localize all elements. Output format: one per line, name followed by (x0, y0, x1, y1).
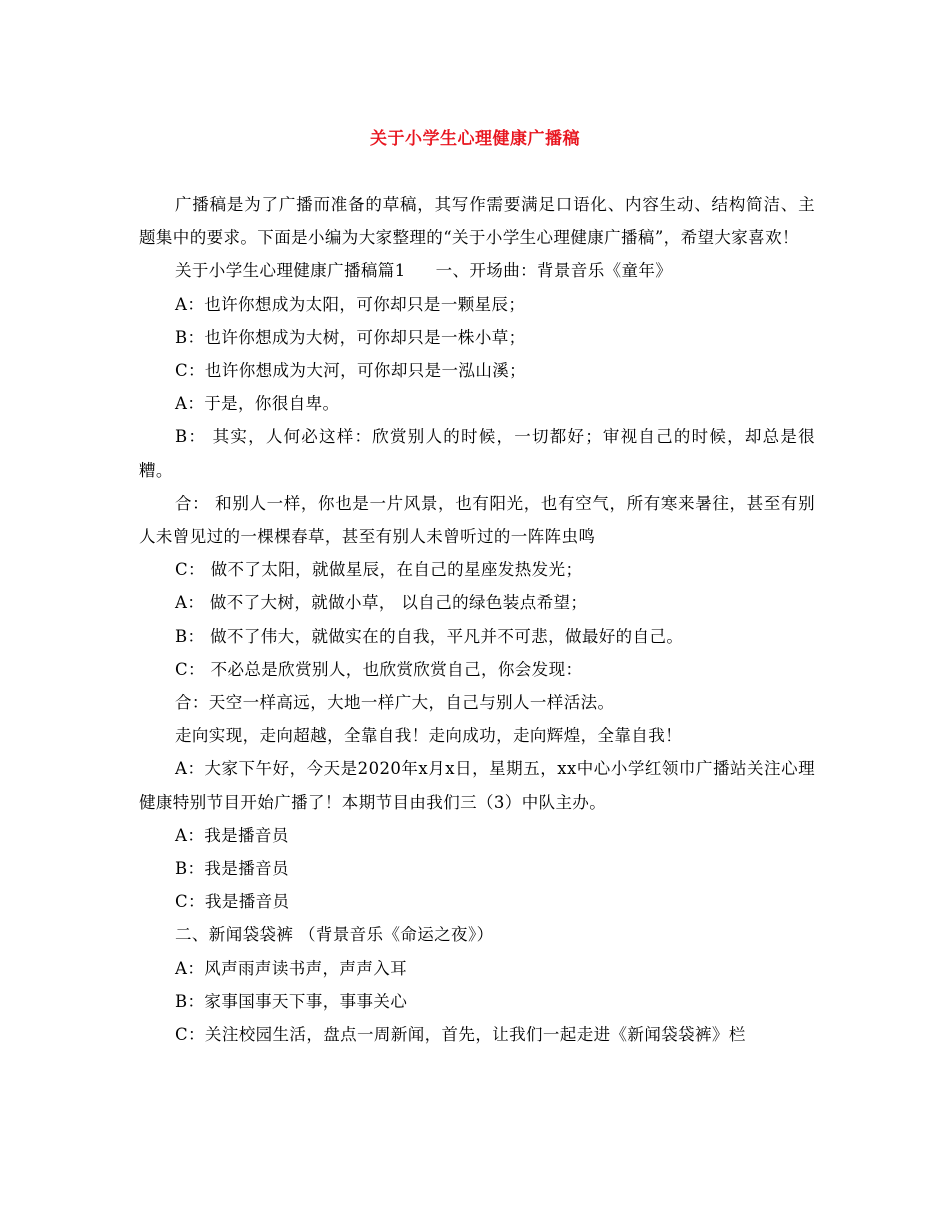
script-line: B：我是播音员 (175, 859, 289, 879)
script-line: A：大家下午好，今天是2020年x月x日，星期五，xx中心小学红领巾广播站关注心理健康特别节目开始广播了！本期节目由我们三（3）中队主办。 (139, 759, 815, 812)
script-line: A： 做不了大树，就做小草， 以自己的绿色装点希望； (175, 593, 588, 613)
section-heading-line (139, 254, 815, 287)
opening-heading: 一、开场曲：背景音乐《童年》 (435, 261, 673, 281)
script-line: C： 不必总是欣赏别人，也欣赏欣赏自己，你会发现： (175, 659, 583, 679)
script-line: B： 其实，人何必这样：欣赏别人的时候，一切都好；审视自己的时候，却总是很糟。 (139, 427, 815, 480)
intro-paragraph: 广播稿是为了广播而准备的草稿，其写作需要满足口语化、内容生动、结构简洁、主题集中的要求。下面是小编为大家整理的“关于小学生心理健康广播稿”，希望大家喜欢！ (139, 195, 815, 248)
document-title: 关于小学生心理健康广播稿 (370, 129, 580, 149)
script-line: 合：天空一样高远，大地一样广大，自己与别人一样活法。 (175, 693, 615, 713)
script-line: C：我是播音员 (175, 892, 290, 912)
article-heading: 关于小学生心理健康广播稿篇1 (175, 261, 406, 281)
section-heading: 二、新闻袋袋裤 （背景音乐《命运之夜》） (175, 925, 494, 945)
script-line: B： 做不了伟大，就做实在的自我，平凡并不可悲，做最好的自己。 (175, 626, 684, 646)
document-body (139, 188, 815, 1051)
script-line: 合： 和别人一样，你也是一片风景，也有阳光，也有空气，所有寒来暑往，甚至有别人未曾见过的一棵棵春草，甚至有别人未曾听过的一阵阵虫鸣 (139, 493, 815, 547)
script-line: B：家事国事天下事，事事关心 (175, 991, 408, 1011)
script-line: C：也许你想成为大河，可你却只是一泓山溪； (175, 361, 527, 381)
script-line: C：关注校园生活，盘点一周新闻，首先，让我们一起走进《新闻袋袋裤》栏 (175, 1025, 746, 1045)
script-line: B：也许你想成为大树，可你却只是一株小草； (175, 327, 526, 347)
script-line: A：我是播音员 (175, 825, 289, 845)
script-line: A：于是，你很自卑。 (175, 394, 340, 414)
script-line: A：风声雨声读书声，声声入耳 (175, 958, 408, 978)
script-line: A：也许你想成为太阳，可你却只是一颗星辰； (175, 294, 526, 314)
script-line: 走向实现，走向超越，全靠自我！走向成功，走向辉煌，全靠自我！ (175, 726, 682, 746)
script-line: C： 做不了太阳，就做星辰，在自己的星座发热发光； (175, 560, 583, 580)
